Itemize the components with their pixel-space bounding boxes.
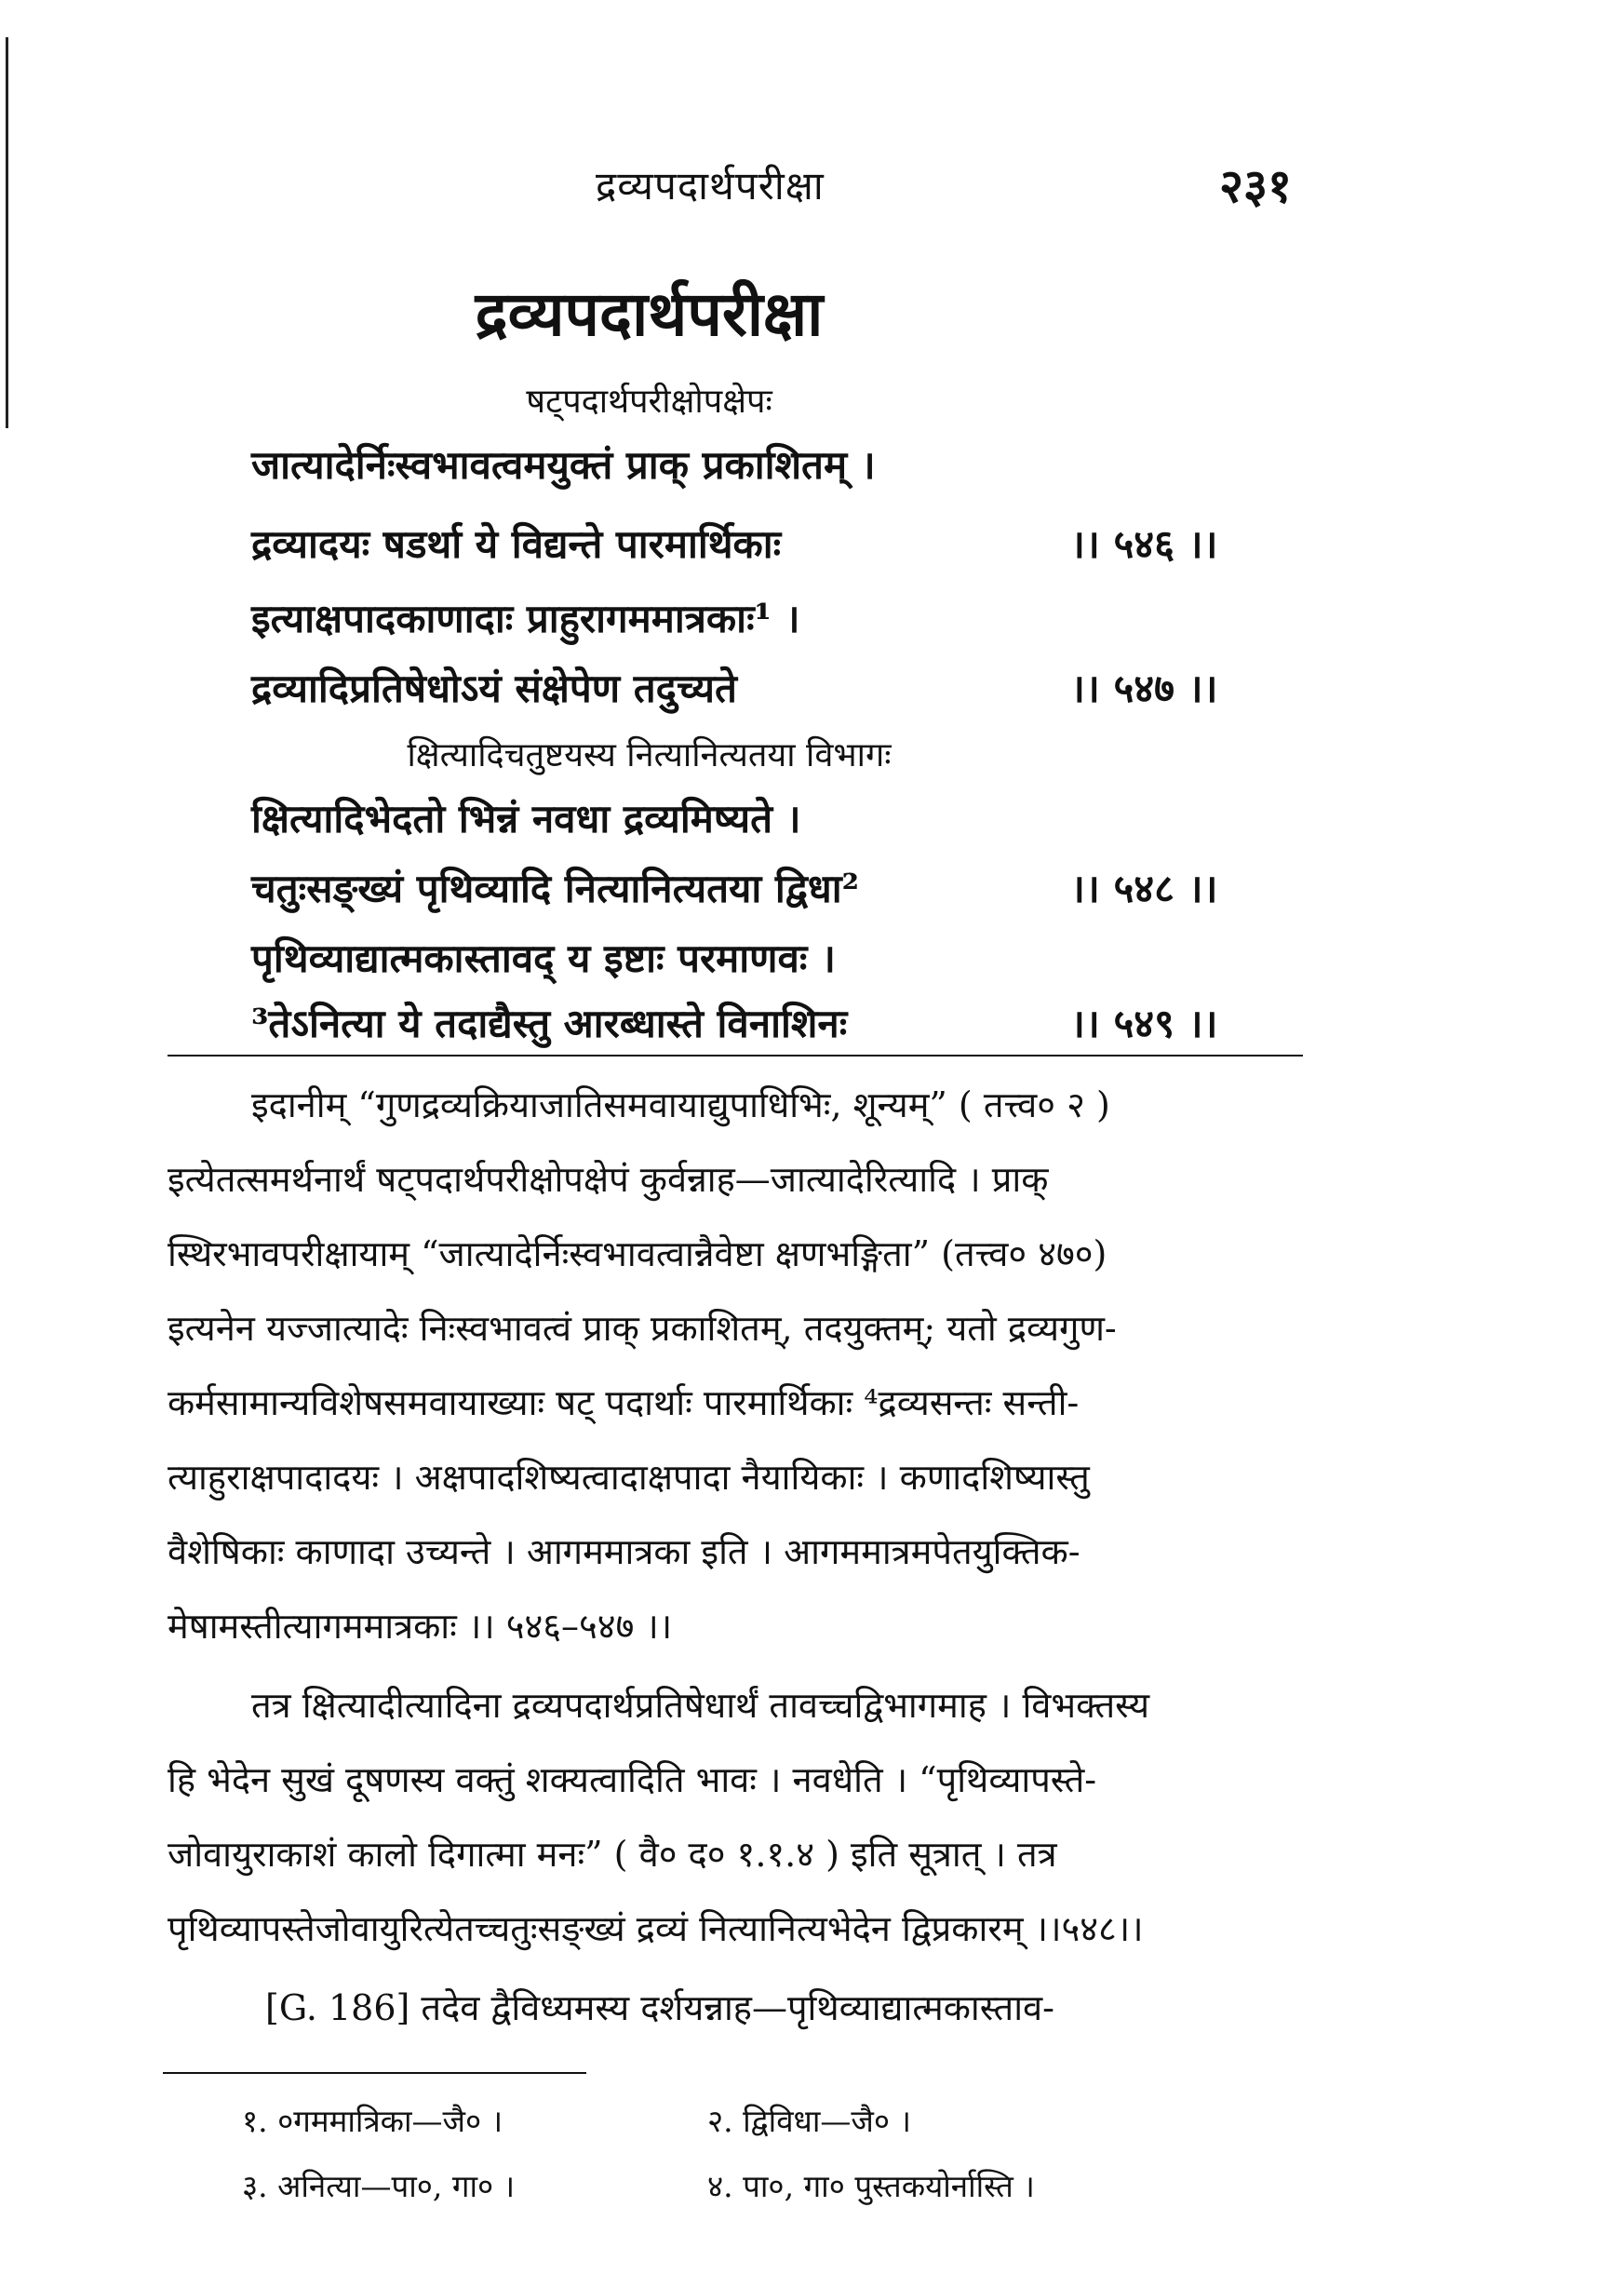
verse-line [251,591,1275,644]
footnote-rule [163,2072,586,2074]
commentary-line: [G. 186] तदेव द्वैविध्यमस्य दर्शयन्नाह—पृथिव्याद्यात्मकास्ताव- [265,1987,1055,2028]
commentary-line: जोवायुराकाशं कालो दिगात्मा मनः” ( वै० द० १.१.४ ) इति सूत्रात् । तत्र [168,1834,1057,1875]
verse-text: पृथिव्याद्यात्मकास्तावद् य इष्टाः परमाणवः । [251,935,836,981]
verse-number: ।। ५४६ ।। [1070,521,1218,567]
commentary-line: वैशेषिकाः काणादा उच्यन्ते । आगममात्रका इति । आगममात्रमपेतयुक्तिक- [168,1531,1080,1572]
verse-text: द्रव्यादिप्रतिषेधोऽयं संक्षेपेण तदुच्यते [251,666,737,711]
page-number: २३१ [1219,158,1292,213]
running-header [0,158,1624,223]
commentary-line: कर्मसामान्यविशेषसमवायाख्याः षट् पदार्थाः पारमार्थिकाः ⁴द्रव्यसन्तः सन्ती- [168,1382,1080,1423]
commentary-line: पृथिव्यापस्तेजोवायुरित्येतच्चतुःसङ्ख्यं द्रव्यं नित्यानित्यभेदेन द्विप्रकारम् ।।५४८।। [168,1908,1144,1949]
footnote: ३. अनित्या—पा०, गा० । [242,2168,516,2204]
commentary-line: मेषामस्तीत्यागममात्रकाः ।। ५४६–५४७ ।। [168,1606,673,1647]
verse-line [251,517,1275,570]
subheading: क्षित्यादिचतुष्टयस्य नित्यानित्यतया विभागः [407,736,892,774]
verse-text: क्षित्यादिभेदतो भिन्नं नवधा द्रव्यमिष्यते । [251,796,801,841]
commentary-line: इत्यनेन यज्जात्यादेः निःस्वभावत्वं प्राक् प्रकाशितम्, तदयुक्तम्; यतो द्रव्यगुण- [168,1308,1117,1349]
verse-line [251,996,1275,1049]
commentary-line: तत्र क्षित्यादीत्यादिना द्रव्यपदार्थप्रतिषेधार्थं तावच्चद्विभागमाह । विभक्तस्य [251,1685,1149,1726]
verse-text: द्रव्यादयः षडर्था ये विद्यन्ते पारमार्थिकाः [251,521,782,567]
commentary-line: स्थिरभावपरीक्षायाम् “जात्यादेर्निःस्वभावत्वान्नैवेष्टा क्षणभङ्गिता” (तत्त्व० ४७०) [168,1233,1107,1274]
verse-line [251,791,1275,844]
verse-line [251,437,1275,491]
verse-text: जात्यादेर्निःस्वभावत्वमयुक्तं प्राक् प्रकाशितम् । [251,442,876,488]
running-title: द्रव्यपदार्थपरीक्षा [596,163,825,209]
verse-text: इत्याक्षपादकाणादाः प्राहुरागममात्रकाः¹ । [251,596,800,641]
verse-line [251,931,1275,984]
footnote: ४. पा०, गा० पुस्तकयोर्नास्ति । [707,2168,1035,2204]
footnote: १. ०गममात्रिका—जै० । [242,2103,503,2139]
section-title: द्रव्यपदार्थपरीक्षा [475,277,824,350]
subheading: षट्पदार्थपरीक्षोपक्षेपः [526,383,772,421]
commentary-line: इत्येतत्समर्थनार्थं षट्पदार्थपरीक्षोपक्षेपं कुर्वन्नाह—जात्यादेरित्यादि । प्राक् [168,1159,1049,1200]
verse-line [251,661,1275,714]
verse-number: ।। ५४८ ।। [1070,866,1218,911]
verse-number: ।। ५४९ ।। [1070,1001,1218,1046]
verse-text: चतुःसङ्ख्यं पृथिव्यादि नित्यानित्यतया द्विधा² [251,866,860,911]
commentary-line: इदानीम् “गुणद्रव्यक्रियाजातिसमवायाद्युपाधिभिः, शून्यम्” ( तत्त्व० २ ) [251,1084,1110,1125]
commentary-line: हि भेदेन सुखं दूषणस्य वक्तुं शक्यत्वादिति भावः । नवधेति । “पृथिव्यापस्ते- [168,1759,1097,1800]
verse-number: ।। ५४७ ।। [1070,666,1218,711]
divider-rule [168,1055,1303,1057]
verse-line [251,861,1275,914]
footnote: २. द्विविधा—जै० । [707,2103,912,2139]
binding-edge [0,37,8,428]
verse-text: ³तेऽनित्या ये तदाद्यैस्तु आरब्धास्ते विनाशिनः [251,1001,848,1046]
commentary-line: त्याहुराक्षपादादयः । अक्षपादशिष्यत्वादाक्षपादा नैयायिकाः । कणादशिष्यास्तु [168,1457,1090,1498]
